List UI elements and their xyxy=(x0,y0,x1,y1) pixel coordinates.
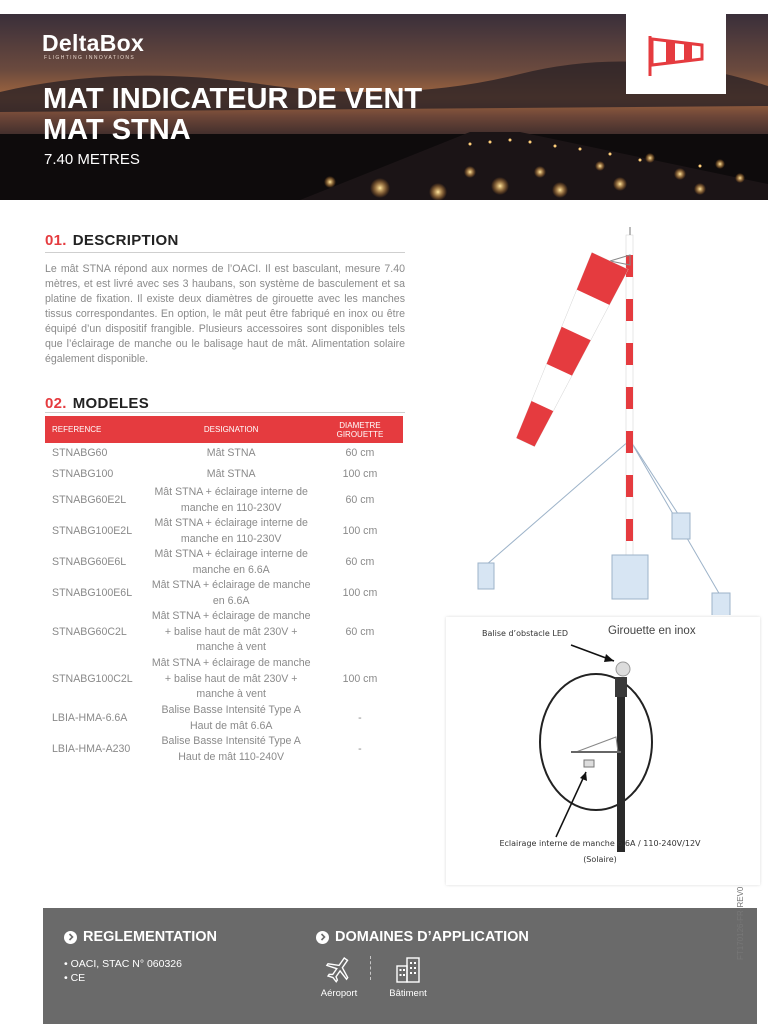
cell-reference: STNABG100C2L xyxy=(52,672,133,685)
cell-diameter: - xyxy=(358,742,362,755)
label-sock-lighting xyxy=(466,836,734,868)
table-header-row xyxy=(45,416,403,443)
cell-designation: Mât STNA xyxy=(206,446,256,459)
table-row xyxy=(45,734,403,765)
description-heading xyxy=(45,232,179,249)
cell-designation: Mât STNA + éclairage interne de manche en 6.6A xyxy=(154,548,308,576)
regulation-list xyxy=(64,957,182,985)
page-title xyxy=(43,84,422,146)
cell-reference: STNABG100E6L xyxy=(52,586,133,599)
cell-reference: LBIA-HMA-6.6A xyxy=(52,711,128,724)
table-row xyxy=(45,578,403,609)
cell-reference: STNABG60 xyxy=(52,446,108,459)
list-item: • CE xyxy=(64,972,86,984)
domain-building xyxy=(378,954,438,999)
cell-diameter: 100 cm xyxy=(342,672,378,685)
label-led-beacon: Balise d’obstacle LED xyxy=(482,629,569,638)
cell-diameter: 60 cm xyxy=(345,555,375,568)
cell-diameter: 100 cm xyxy=(342,467,378,480)
models-heading xyxy=(45,395,149,412)
chevron-right-icon xyxy=(64,931,77,944)
section-title: DESCRIPTION xyxy=(72,232,179,249)
section-number: 02. xyxy=(45,395,67,412)
label-lighting-line: Eclairage interne de manche 6.6A / 110-240V/12V xyxy=(499,839,701,848)
cell-reference: STNABG60E6L xyxy=(52,555,127,568)
windsock-badge xyxy=(626,14,726,94)
deltabox-logo: DeltaBox xyxy=(42,30,145,56)
cell-diameter: 60 cm xyxy=(345,446,375,459)
cell-reference: LBIA-HMA-A230 xyxy=(52,742,131,755)
table-row xyxy=(45,547,403,578)
document-reference: FT170126-FR-REV0 xyxy=(736,886,745,960)
description-text: Le mât STNA répond aux normes de l’OACI. Il est basculant, mesure 7.40 mètres, et est livré avec ses 3 haubans, son système de basculement et sa platine de fixation. Il existe deux diamètres de girouette avec les manches tissus correspondantes. En option, le mât peut être fabriqué en inox ou être équipé d’un dispositif frangible. Plusieurs accessoires sont disponibles tels que l’éclairage de manche ou le balisage haut de mât. Alimentation solaire également disponible. xyxy=(45,263,405,365)
cell-reference: STNABG100 xyxy=(52,467,114,480)
cell-designation: Mât STNA + éclairage de manche + balise haut de mât 230V + manche à vent xyxy=(151,657,311,701)
cell-diameter: 60 cm xyxy=(345,625,375,638)
windsock-icon xyxy=(644,30,708,78)
table-row xyxy=(45,485,403,516)
building-icon xyxy=(393,954,423,984)
footer-panel xyxy=(43,908,757,1024)
domain-label: Bâtiment xyxy=(389,988,427,999)
chevron-right-icon xyxy=(316,931,329,944)
table-row xyxy=(45,609,403,656)
label-stainless-vane: Girouette en inox xyxy=(608,625,696,637)
cell-designation: Mât STNA xyxy=(206,467,256,480)
domains-title: DOMAINES D’APPLICATION xyxy=(335,929,529,945)
cell-diameter: 100 cm xyxy=(342,586,378,599)
cell-designation: Mât STNA + éclairage de manche + balise haut de mât 230V + manche à vent xyxy=(151,610,311,654)
label-solar-line: (Solaire) xyxy=(583,855,617,864)
title-line-2: MAT STNA xyxy=(43,114,191,146)
table-row xyxy=(45,703,403,734)
divider xyxy=(45,252,405,253)
cell-designation: Mât STNA + éclairage de manche en 6.6A xyxy=(151,579,311,607)
table-row xyxy=(45,464,403,485)
table-row xyxy=(45,443,403,464)
domain-label: Aéroport xyxy=(320,988,358,999)
models-table xyxy=(45,416,403,765)
col-designation: DESIGNATION xyxy=(145,416,316,443)
cell-designation: Balise Basse Intensité Type A Haut de mât 6.6A xyxy=(161,704,301,732)
domains-heading xyxy=(316,929,529,945)
col-diameter: DIAMETRE GIROUETTE xyxy=(317,416,403,443)
cell-diameter: 100 cm xyxy=(342,524,378,537)
regulation-heading xyxy=(64,929,217,945)
table-row xyxy=(45,516,403,547)
regulation-title: REGLEMENTATION xyxy=(83,929,217,945)
domain-airport xyxy=(309,954,369,999)
cell-designation: Balise Basse Intensité Type A Haut de mât 110-240V xyxy=(161,735,301,763)
cell-reference: STNABG60C2L xyxy=(52,625,127,638)
cell-reference: STNABG60E2L xyxy=(52,493,127,506)
col-reference: REFERENCE xyxy=(45,416,145,443)
cell-diameter: - xyxy=(358,711,362,724)
wind-mast-illustration xyxy=(470,225,740,615)
title-line-1: MAT INDICATEUR DE VENT xyxy=(43,83,423,115)
divider xyxy=(370,956,372,980)
cell-diameter: 60 cm xyxy=(345,493,375,506)
list-item: • OACI, STAC N° 060326 xyxy=(64,958,182,970)
cell-designation: Mât STNA + éclairage interne de manche en 110-230V xyxy=(154,517,308,545)
airplane-icon xyxy=(324,954,354,984)
logo-tagline: FLIGHTING INNOVATIONS xyxy=(44,55,136,61)
page-subtitle: 7.40 METRES xyxy=(44,151,140,168)
section-title: MODELES xyxy=(72,395,150,412)
header-banner xyxy=(0,14,768,200)
table-row xyxy=(45,656,403,703)
cell-reference: STNABG100E2L xyxy=(52,524,133,537)
divider xyxy=(45,412,405,413)
section-number: 01. xyxy=(45,232,67,249)
cell-designation: Mât STNA + éclairage interne de manche en 110-230V xyxy=(154,486,308,514)
